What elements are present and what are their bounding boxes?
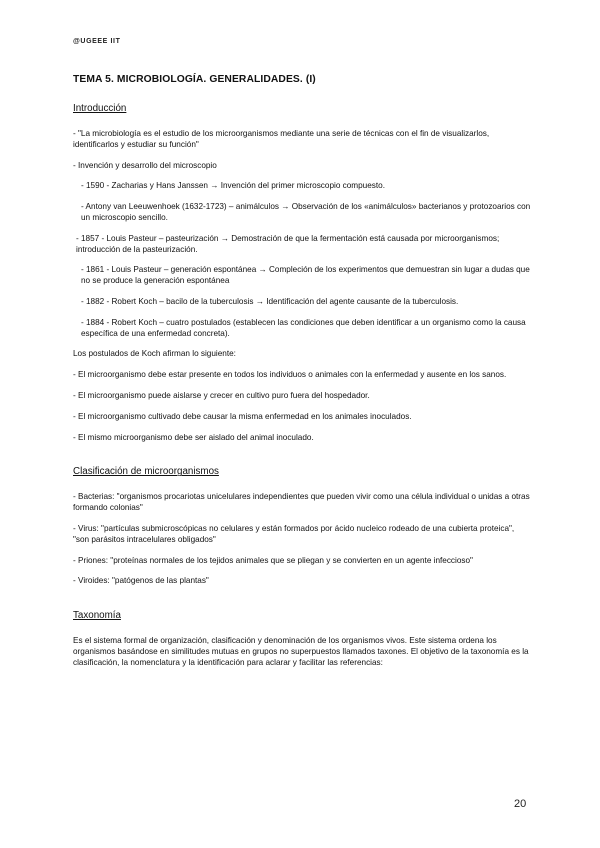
classification-item: - Virus: "partículas submicroscópicas no celulares y están formados por ácido nucleico rodeado de una cubierta proteica", "son parásitos intracelulares obligados" xyxy=(73,523,515,544)
koch-postulate: - El microorganismo puede aislarse y crecer en cultivo puro fuera del hospedador. xyxy=(73,390,370,400)
section-heading-introduccion: Introducción xyxy=(73,103,127,114)
history-item: - 1882 - Robert Koch – bacilo de la tuberculosis → Identificación del agente causante de la tuberculosis. xyxy=(81,296,459,306)
header-logo: @UGEEE IIT xyxy=(73,38,121,45)
koch-postulate: - El mismo microorganismo debe ser aislado del animal inoculado. xyxy=(73,432,314,442)
document-body xyxy=(73,68,531,679)
history-heading: - Invención y desarrollo del microscopio xyxy=(73,160,217,170)
intro-definition: - "La microbiología es el estudio de los microorganismos mediante una serie de técnicas con el fin de visualizarlos, identificarlos y estudiar su función" xyxy=(73,129,490,149)
classification-item: - Viroides: "patógenos de las plantas" xyxy=(73,576,209,586)
history-item: - 1857 - Louis Pasteur – pasteurización → Demostración de que la fermentación está causada por microorganismos; introducción de la pasteurización. xyxy=(76,233,500,254)
page-title: TEMA 5. MICROBIOLOGÍA. GENERALIDADES. (I) xyxy=(73,74,316,85)
section-heading-clasificacion: Clasificación de microorganismos xyxy=(73,466,219,478)
koch-postulate: - El microorganismo debe estar presente en todos los individuos o animales con la enfermedad y ausente en los sanos. xyxy=(73,370,507,380)
history-item: - 1590 - Zacharias y Hans Janssen → Invención del primer microscopio compuesto. xyxy=(81,181,385,191)
page-number: 20 xyxy=(514,798,527,810)
koch-intro: Los postulados de Koch afirman lo siguiente: xyxy=(73,349,236,359)
history-item: - 1884 - Robert Koch – cuatro postulados (establecen las condiciones que deben identificar a un organismo como la causa específica de una enfermedad concreta). xyxy=(81,317,526,338)
taxonomy-text: Es el sistema formal de organización, clasificación y denominación de los organismos vivos. Este sistema ordena los organismos basándose en similitudes mutuas en grupos no superpuestos llamados taxones. El objetivo de la taxonomía es la clasificación, la nomenclatura y la identificación para aclarar y facilitar las referencias: xyxy=(73,636,529,667)
history-item: - Antony van Leeuwenhoek (1632-1723) – animálculos → Observación de los «animálculos» bacterianos y protozoarios con un microscopio sencillo. xyxy=(81,202,531,222)
section-heading-taxonomia: Taxonomía xyxy=(73,610,121,622)
koch-postulate: - El microorganismo cultivado debe causar la misma enfermedad en los animales inoculados. xyxy=(73,411,412,421)
classification-item: - Bacterias: "organismos procariotas unicelulares independientes que pueden vivir como una célula individual o unidas a otras formando colonias" xyxy=(73,492,530,513)
classification-item: - Priones: "proteínas normales de los tejidos animales que se pliegan y se convierten en un agente infeccioso" xyxy=(73,555,473,565)
history-item: - 1861 - Louis Pasteur – generación espontánea → Compleción de los experimentos que demuestran sin lugar a dudas que no se produce la generación espontánea xyxy=(81,265,530,286)
